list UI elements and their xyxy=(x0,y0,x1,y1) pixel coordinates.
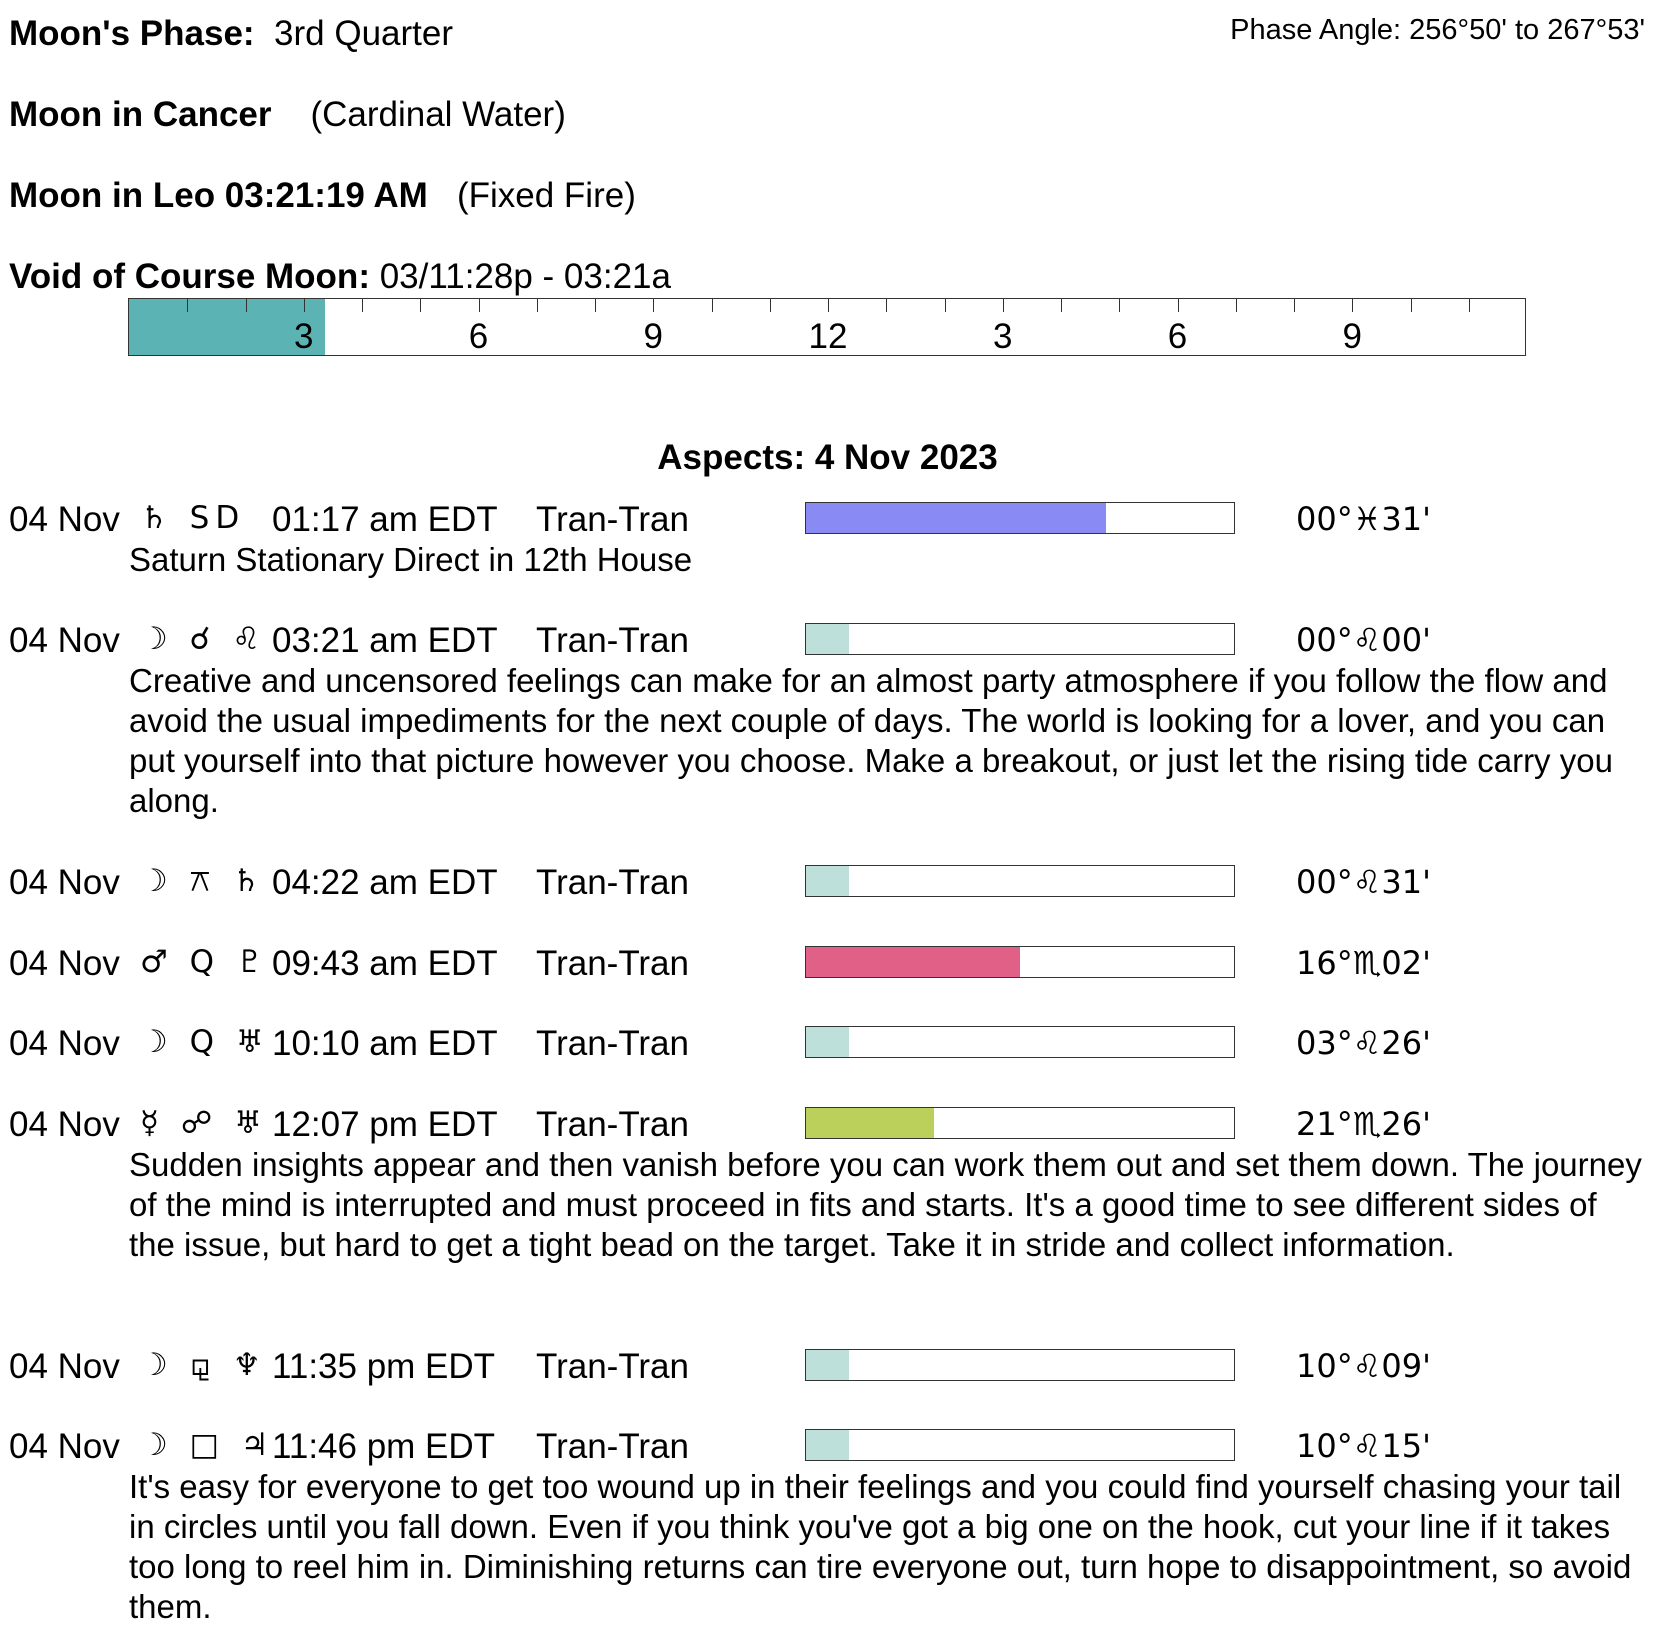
void-of-course-label: Void of Course Moon: xyxy=(9,257,370,296)
timeline-tick xyxy=(770,299,771,312)
timeline-tick xyxy=(1119,299,1120,312)
aspect-date: 04 Nov xyxy=(9,621,120,660)
aspect-type: Tran-Tran xyxy=(536,1105,689,1144)
void-of-course-timeline xyxy=(128,298,1526,356)
timeline-tick xyxy=(537,299,538,312)
aspect-glyphs: ♄ SD xyxy=(140,500,246,536)
timeline-tick xyxy=(1236,299,1237,312)
aspect-strength-fill xyxy=(806,1430,849,1460)
aspect-row xyxy=(0,1024,1664,1064)
aspect-glyphs: ☽ □ ♃ xyxy=(140,1427,275,1463)
aspect-type: Tran-Tran xyxy=(536,863,689,902)
aspect-strength-bar xyxy=(805,502,1235,534)
timeline-tick xyxy=(479,299,480,312)
timeline-tick xyxy=(945,299,946,312)
aspect-glyphs: ♂ Q ♇ xyxy=(140,944,270,980)
aspect-glyphs: ☽ ⚼ ♆ xyxy=(140,1347,267,1383)
timeline-tick xyxy=(828,299,829,312)
aspect-row xyxy=(0,621,1664,661)
timeline-tick xyxy=(1411,299,1412,312)
timeline-hour-label: 3 xyxy=(993,317,1013,356)
moon-phase-label: Moon's Phase: xyxy=(9,14,255,53)
moon-phase-line xyxy=(9,14,453,54)
aspect-type: Tran-Tran xyxy=(536,1427,689,1466)
timeline-tick xyxy=(362,299,363,312)
moon-sign-element: (Cardinal Water) xyxy=(310,95,566,134)
timeline-hour-label: 3 xyxy=(294,317,314,356)
aspect-strength-bar xyxy=(805,1349,1235,1381)
timeline-hour-label: 9 xyxy=(643,317,663,356)
aspect-glyphs: ☽ ⚻ ♄ xyxy=(140,863,266,899)
timeline-hour-label: 12 xyxy=(808,317,848,356)
moon-sign-line xyxy=(9,95,566,135)
timeline-hour-label: 9 xyxy=(1342,317,1362,356)
moon-sign-label: Moon in Cancer xyxy=(9,95,272,134)
aspect-date: 04 Nov xyxy=(9,500,120,539)
moon-ingress-element: (Fixed Fire) xyxy=(456,176,636,215)
aspect-strength-bar xyxy=(805,623,1235,655)
aspect-strength-fill xyxy=(806,866,849,896)
timeline-tick xyxy=(886,299,887,312)
aspect-position: 10°♌15' xyxy=(1296,1427,1431,1465)
timeline-tick xyxy=(1003,299,1004,312)
aspect-type: Tran-Tran xyxy=(536,500,689,539)
aspect-time: 11:35 pm EDT xyxy=(272,1347,496,1386)
timeline-hour-label: 6 xyxy=(468,317,489,356)
aspect-time: 01:17 am EDT xyxy=(272,500,498,539)
timeline-tick xyxy=(1469,299,1470,312)
aspect-position: 00°♌00' xyxy=(1296,621,1431,659)
timeline-tick xyxy=(595,299,596,312)
aspect-row xyxy=(0,500,1664,540)
moon-phase-value: 3rd Quarter xyxy=(274,14,454,53)
aspect-strength-bar xyxy=(805,1107,1235,1139)
aspect-strength-bar xyxy=(805,1026,1235,1058)
aspect-date: 04 Nov xyxy=(9,1105,120,1144)
aspect-time: 04:22 am EDT xyxy=(272,863,498,902)
aspect-time: 03:21 am EDT xyxy=(272,621,498,660)
aspect-type: Tran-Tran xyxy=(536,1024,689,1063)
aspect-time: 10:10 am EDT xyxy=(272,1024,498,1063)
timeline-tick xyxy=(246,299,247,312)
aspect-strength-fill xyxy=(806,503,1106,533)
aspect-glyphs: ☽ Q ♅ xyxy=(140,1024,270,1060)
aspect-description: Saturn Stationary Direct in 12th House xyxy=(129,541,693,578)
aspect-date: 04 Nov xyxy=(9,1427,120,1466)
aspect-date: 04 Nov xyxy=(9,944,120,983)
aspects-title: Aspects: 4 Nov 2023 xyxy=(657,438,998,477)
aspect-description: Creative and uncensored feelings can make for an almost party atmosphere if you follow the flow and avoid the usual impediments for the next couple of days. The world is looking for a lover, and you can put yourself into that picture however you choose. Make a breakout, or just let the rising tide carry you along. xyxy=(129,662,1613,819)
aspect-description: Sudden insights appear and then vanish before you can work them out and set them down. The journey of the mind is interrupted and must proceed in fits and starts. It's a good time to see different sides of the issue, but hard to get a tight bead on the target. Take it in stride and collect information. xyxy=(129,1146,1642,1263)
timeline-tick xyxy=(420,299,421,312)
timeline-tick xyxy=(712,299,713,312)
aspect-date: 04 Nov xyxy=(9,863,120,902)
aspect-time: 11:46 pm EDT xyxy=(272,1427,496,1466)
aspect-strength-bar xyxy=(805,946,1235,978)
aspect-position: 10°♌09' xyxy=(1296,1347,1431,1385)
aspect-position: 16°♏02' xyxy=(1296,944,1431,982)
aspect-description: It's easy for everyone to get too wound up in their feelings and you could find yourself chasing your tail in circles until you fall down. Even if you think you've got a big one on the hook, cut your line if it takes too long to reel him in. Diminishing returns can tire everyone out, turn hope to disappointment, so avoid them. xyxy=(129,1468,1632,1625)
aspect-date: 04 Nov xyxy=(9,1024,120,1063)
aspect-strength-fill xyxy=(806,624,849,654)
aspect-position: 00°♌31' xyxy=(1296,863,1431,901)
moon-ingress-line xyxy=(9,176,636,216)
aspect-strength-bar xyxy=(805,1429,1235,1461)
timeline-tick xyxy=(1178,299,1179,312)
aspect-strength-bar xyxy=(805,865,1235,897)
aspect-strength-fill xyxy=(806,1027,849,1057)
aspect-type: Tran-Tran xyxy=(536,621,689,660)
aspect-row xyxy=(0,1427,1664,1467)
void-of-course-value: 03/11:28p - 03:21a xyxy=(379,257,671,296)
timeline-tick xyxy=(653,299,654,312)
aspect-type: Tran-Tran xyxy=(536,944,689,983)
aspect-strength-fill xyxy=(806,1350,849,1380)
aspect-position: 00°♓31' xyxy=(1296,500,1431,538)
aspect-strength-fill xyxy=(806,1108,934,1138)
aspect-time: 09:43 am EDT xyxy=(272,944,498,983)
aspect-strength-fill xyxy=(806,947,1020,977)
aspect-date: 04 Nov xyxy=(9,1347,120,1386)
timeline-tick xyxy=(1352,299,1353,312)
aspect-time: 12:07 pm EDT xyxy=(272,1105,498,1144)
timeline-tick xyxy=(1061,299,1062,312)
aspect-glyphs: ☽ ☌ ♌ xyxy=(140,621,267,657)
timeline-tick xyxy=(304,299,305,312)
aspect-position: 21°♏26' xyxy=(1296,1105,1431,1143)
moon-ingress-label: Moon in Leo 03:21:19 AM xyxy=(9,176,428,215)
phase-angle: Phase Angle: 256°50' to 267°53' xyxy=(1230,14,1645,46)
aspect-type: Tran-Tran xyxy=(536,1347,689,1386)
timeline-tick xyxy=(1294,299,1295,312)
aspect-row xyxy=(0,1347,1664,1387)
timeline-tick xyxy=(187,299,188,312)
aspect-position: 03°♌26' xyxy=(1296,1024,1431,1062)
void-of-course-line xyxy=(9,257,671,297)
aspect-row xyxy=(0,944,1664,984)
aspect-row xyxy=(0,1105,1664,1145)
aspect-glyphs: ☿ ☍ ♅ xyxy=(140,1105,268,1141)
timeline-hour-label: 6 xyxy=(1167,317,1188,356)
aspect-row xyxy=(0,863,1664,903)
